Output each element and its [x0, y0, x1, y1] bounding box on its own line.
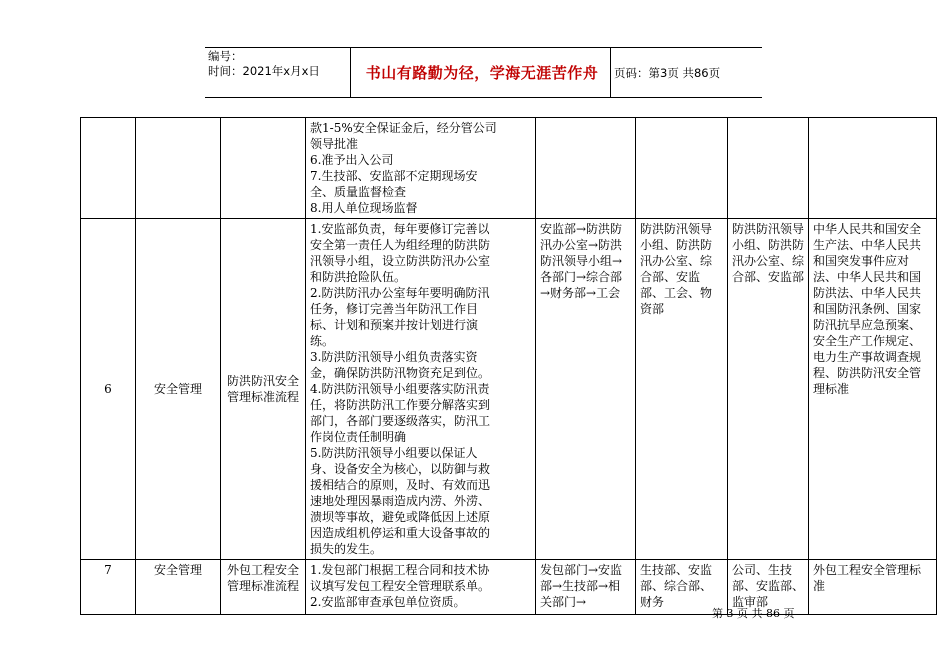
step-line: 8.用人单位现场监督: [310, 201, 418, 215]
page-header: [205, 47, 762, 99]
cell-related: 防洪防汛领导小组、防洪防汛办公室、综合部、安监部: [728, 219, 809, 560]
cell-basis: 外包工程安全管理标准: [809, 560, 937, 615]
cell-category: 安全管理: [136, 219, 221, 560]
cell-responsible: [636, 118, 728, 219]
step-line: 和防洪抢险队伍。: [310, 270, 407, 284]
process-table: [80, 117, 937, 615]
page-footer: 第 3 页 共 86 页: [712, 607, 795, 620]
cell-basis: 中华人民共和国安全生产法、中华人民共和国突发事件应对法、中华人民共和国防洪法、中华人民共和国防汛条例、国家防汛抗旱应急预案、安全生产工作规定、电力生产事故调查规程、防洪防汛安全管理标准: [809, 219, 937, 560]
document-time: 时间：2021年x月x日: [208, 64, 320, 78]
step-line: 7.生技部、安监部不定期现场安: [310, 169, 478, 183]
step-line: 部门，各部门要逐级落实，防汛工: [310, 414, 491, 428]
cell-basis: [809, 118, 937, 219]
step-line: 身、设备安全为核心，以防御与救: [310, 462, 491, 476]
cell-responsible: 防洪防汛领导小组、防洪防汛办公室、综合部、安监部、工会、物资部: [636, 219, 728, 560]
step-line: 练。: [310, 334, 335, 348]
step-line: 金，确保防洪防汛物资充足到位。: [310, 366, 491, 380]
step-line: 速地处理因暴雨造成内涝、外涝、: [310, 494, 491, 508]
cell-process: 防洪防汛安全管理标准流程: [221, 219, 306, 560]
step-line: 议填写发包工程安全管理联系单。: [310, 579, 491, 593]
step-line: 1.安监部负责，每年要修订完善以: [310, 222, 490, 236]
step-line: 全、质量监督检查: [310, 185, 407, 199]
step-line: 作岗位责任制明确: [310, 430, 407, 444]
cell-process: 外包工程安全管理标准流程: [221, 560, 306, 615]
step-line: 1.发包部门根据工程合同和技术协: [310, 563, 490, 577]
step-line: 溃坝等事故，避免或降低因上述原: [310, 510, 491, 524]
cell-process: [221, 118, 306, 219]
header-bottom-rule: [205, 97, 762, 98]
step-line: 5.防洪防汛领导小组要以保证人: [310, 446, 478, 460]
header-motto: 书山有路勤为径，学海无涯苦作舟: [365, 64, 599, 82]
step-line: 援相结合的原则，及时、有效而迅: [310, 478, 491, 492]
cell-steps: [306, 219, 536, 560]
cell-flow: 发包部门→安监部→生技部→相关部门→: [536, 560, 636, 615]
table-row: [81, 560, 937, 615]
table-row: [81, 118, 937, 219]
cell-steps: [306, 560, 536, 615]
step-line: 3.防洪防汛领导小组负责落实资: [310, 350, 478, 364]
header-divider-left: [350, 47, 351, 98]
header-meta: [208, 49, 320, 79]
cell-related: 公司、生技部、安监部、监审部: [728, 560, 809, 615]
step-line: 2.防洪防汛办公室每年要明确防汛: [310, 286, 490, 300]
cell-flow: [536, 118, 636, 219]
cell-category: 安全管理: [136, 560, 221, 615]
header-top-rule: [205, 47, 762, 48]
cell-steps: [306, 118, 536, 219]
cell-responsible: 生技部、安监部、综合部、财务: [636, 560, 728, 615]
document-number-label: 编号：: [208, 49, 243, 63]
step-line: 因造成组机停运和重大设备事故的: [310, 526, 491, 540]
step-line: 标、计划和预案并按计划进行演: [310, 318, 479, 332]
step-line: 2.安监部审查承包单位资质。: [310, 595, 466, 609]
step-line: 安全第一责任人为组经理的防洪防: [310, 238, 491, 252]
step-line: 4.防洪防汛领导小组要落实防汛责: [310, 382, 490, 396]
step-line: 款1-5%安全保证金后，经分管公司: [310, 121, 497, 135]
step-line: 领导批准: [310, 137, 359, 151]
cell-flow: 安监部→防洪防汛办公室→防洪防汛领导小组→各部门→综合部→财务部→工会: [536, 219, 636, 560]
step-line: 任，将防洪防汛工作要分解落实到: [310, 398, 491, 412]
cell-no: [81, 118, 136, 219]
cell-related: [728, 118, 809, 219]
step-line: 任务，修订完善当年防汛工作目: [310, 302, 479, 316]
step-line: 6.准予出入公司: [310, 153, 394, 167]
table-row: [81, 219, 937, 560]
step-line: 损失的发生。: [310, 542, 383, 556]
step-line: 汛领导小组，设立防洪防汛办公室: [310, 254, 491, 268]
header-page-info: 页码：第3页 共86页: [614, 66, 721, 80]
cell-no: 6: [81, 219, 136, 560]
cell-no: 7: [81, 560, 136, 615]
cell-category: [136, 118, 221, 219]
